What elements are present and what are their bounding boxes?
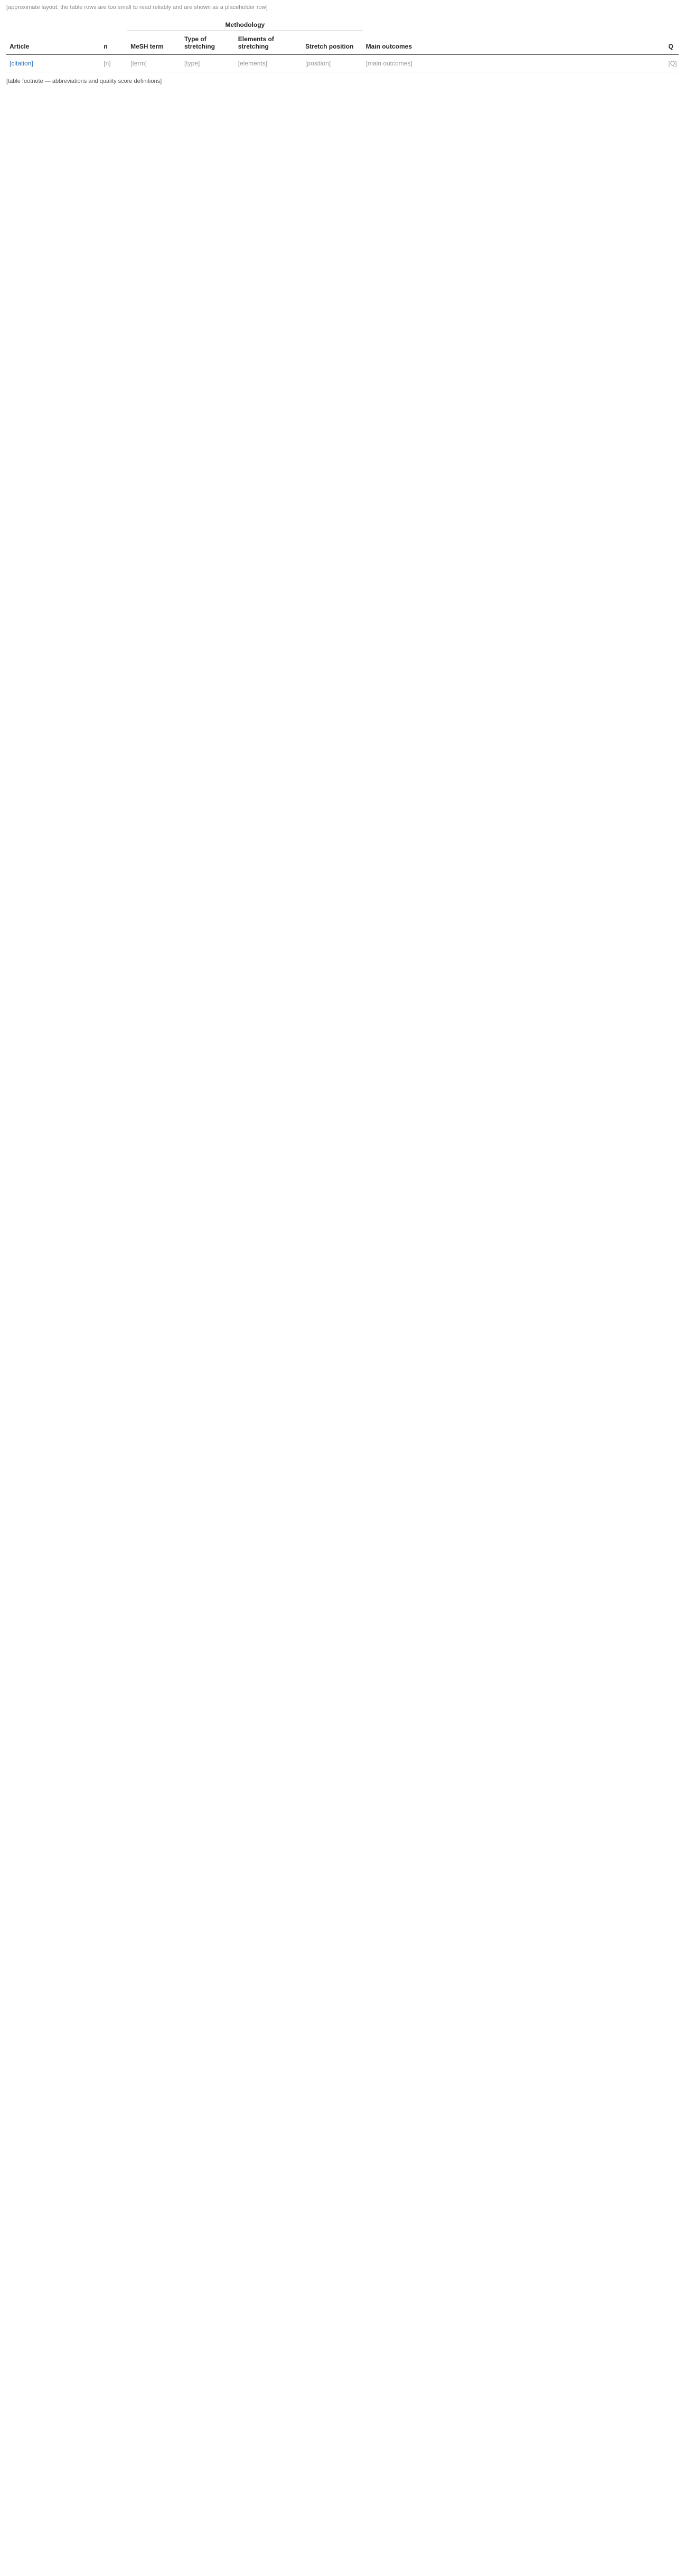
reconstruction-note: [approximate layout; the table rows are too small to read reliably and are shown as a placeholder row] (6, 4, 268, 11)
header-q: Q (665, 17, 679, 55)
cell-elements: [elements] (235, 55, 302, 72)
header-outcomes: Main outcomes (363, 17, 665, 55)
literature-table (6, 17, 679, 72)
cell-position: [position] (302, 55, 363, 72)
header-article: Article (6, 17, 100, 55)
header-elements: Elements of stretching (235, 31, 302, 55)
cell-outcomes: [main outcomes] (363, 55, 665, 72)
table-body (6, 55, 679, 72)
cell-n: [n] (100, 55, 127, 72)
header-methodology: Methodology (127, 17, 363, 31)
header-n: n (100, 17, 127, 55)
header-position: Stretch position (302, 31, 363, 55)
cell-mesh: [term] (127, 55, 181, 72)
table-row (6, 55, 679, 72)
cell-q: [Q] (665, 55, 679, 72)
header-mesh: MeSH term (127, 31, 181, 55)
table-footnote: [table footnote — abbreviations and quality score definitions] (6, 78, 162, 85)
header-type: Type of stretching (181, 31, 235, 55)
cell-type: [type] (181, 55, 235, 72)
page (0, 0, 685, 107)
cell-article[interactable]: [citation] (6, 55, 100, 72)
